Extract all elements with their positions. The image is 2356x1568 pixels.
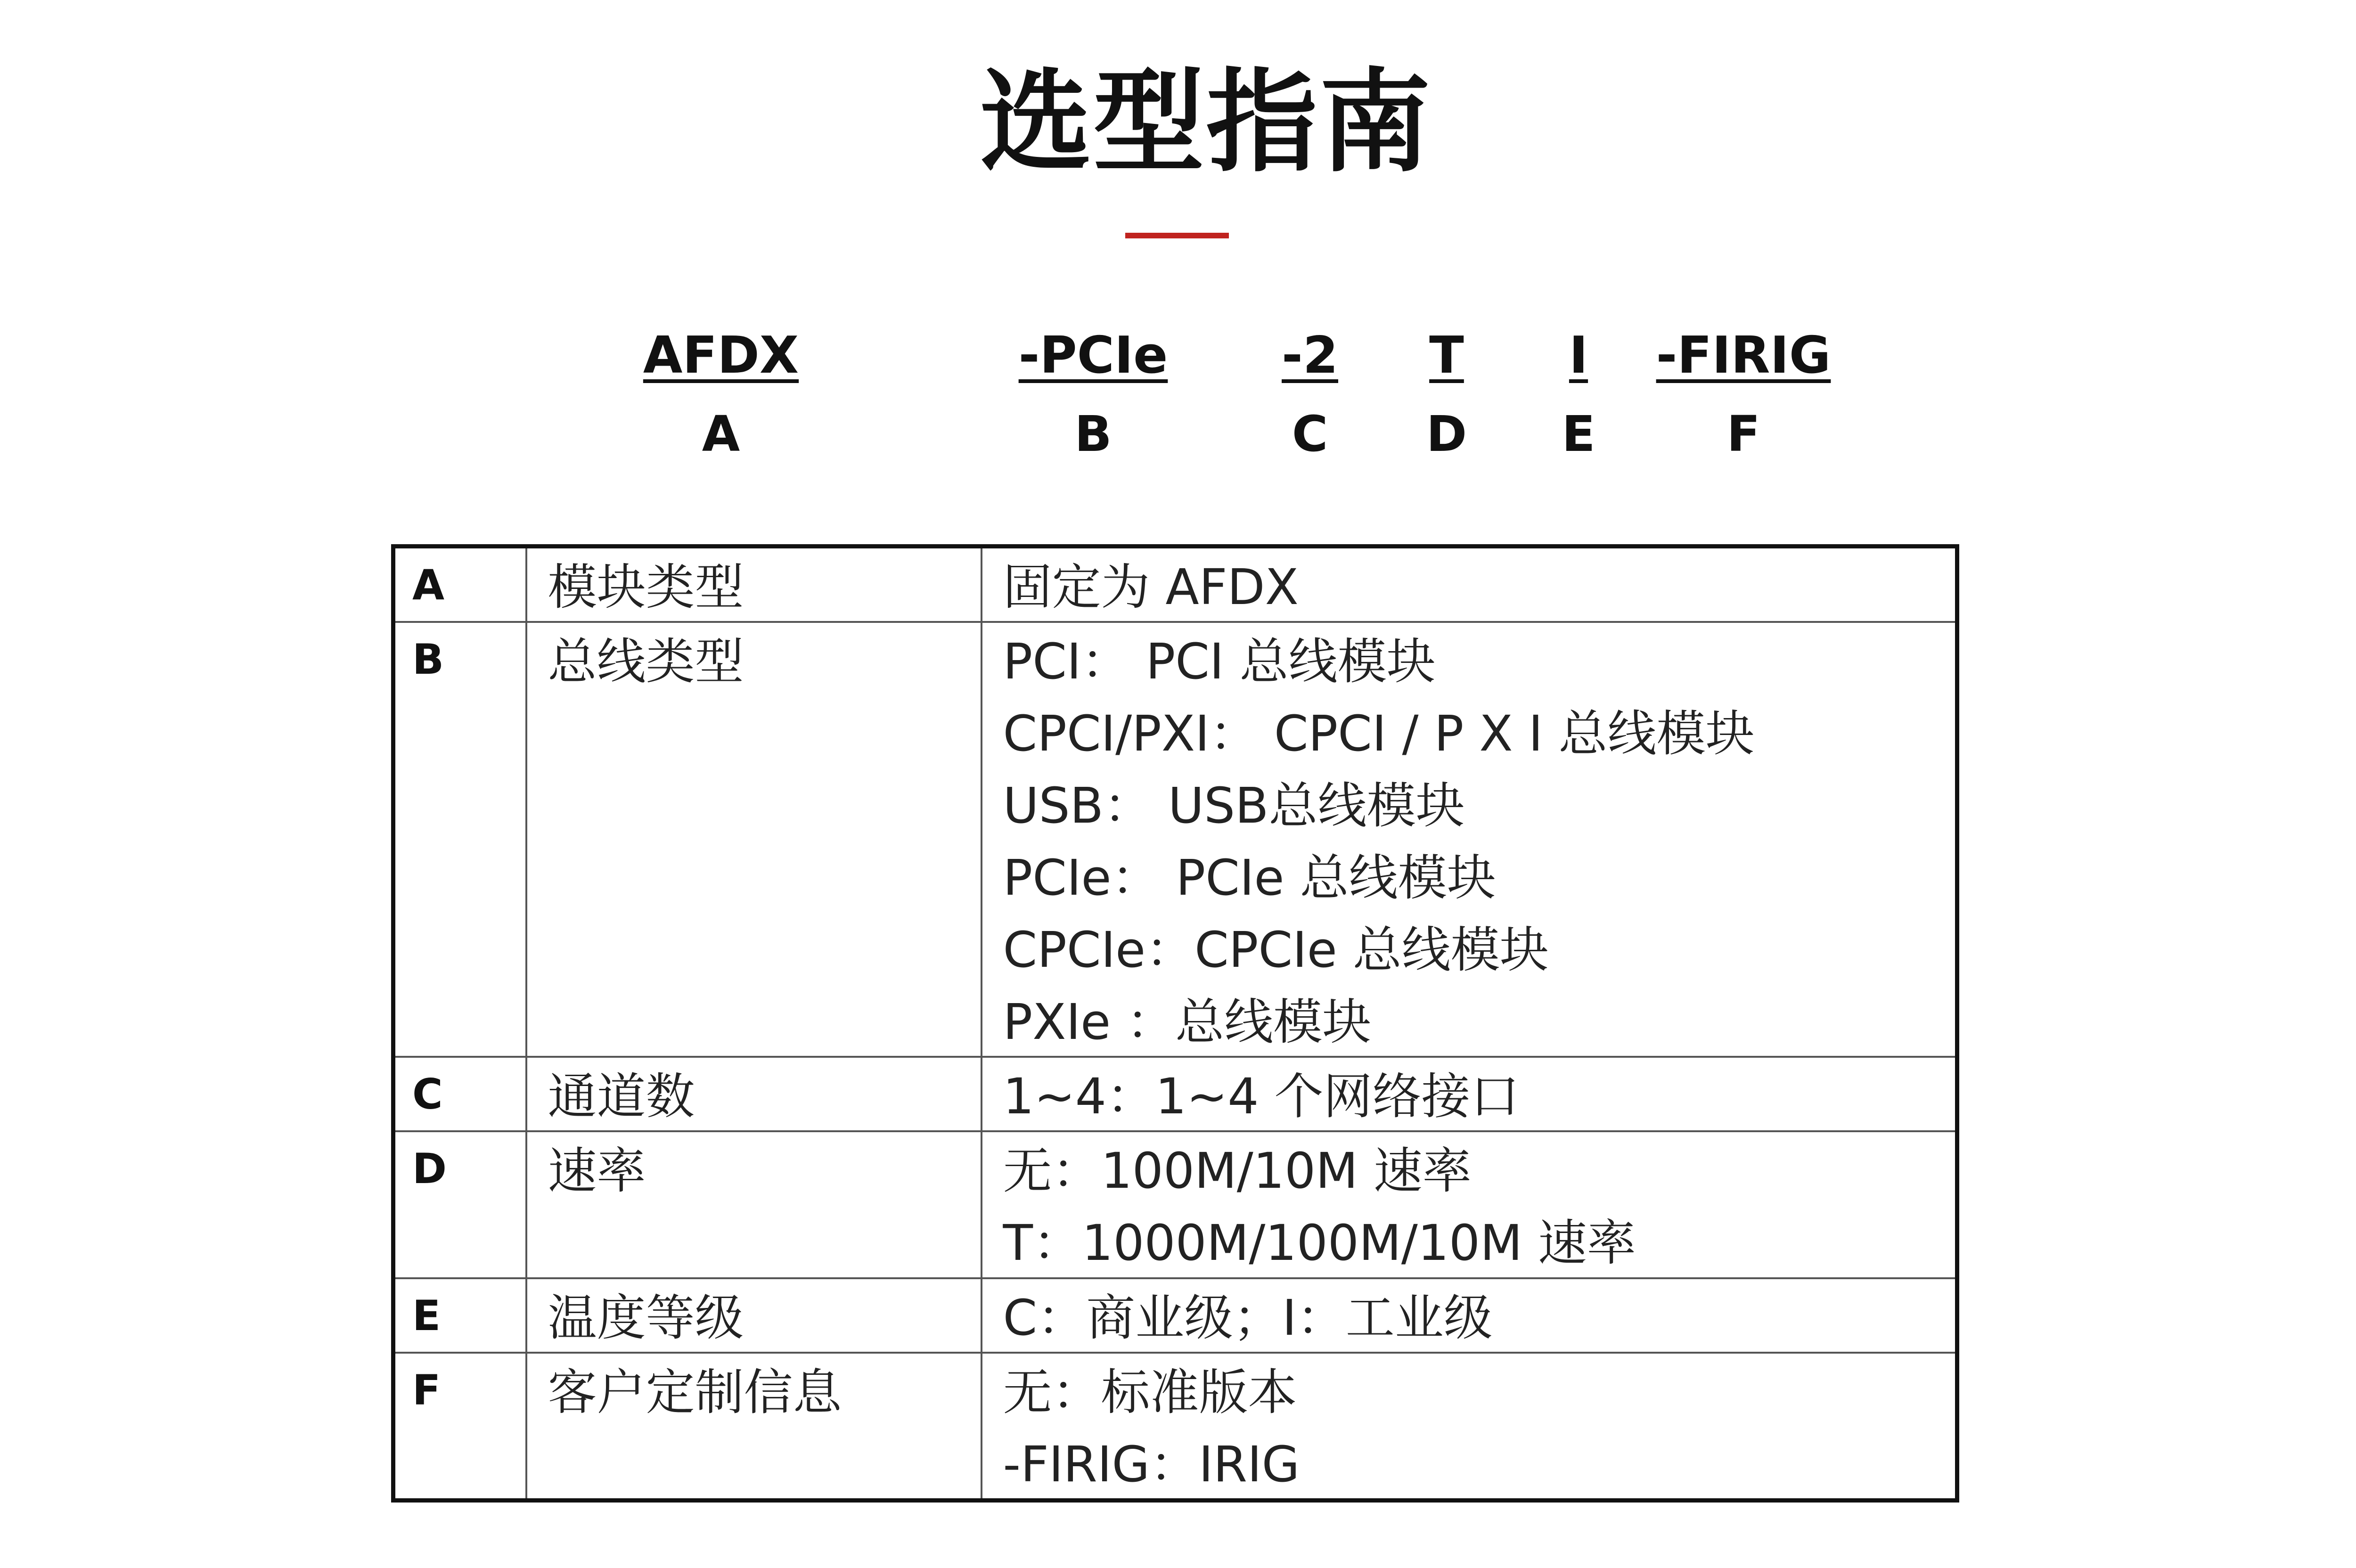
table-row	[393, 1057, 1957, 1131]
table-row	[393, 1278, 1957, 1353]
description-line: PXIe ：总线模块	[1003, 993, 1372, 1051]
model-code-value: AFDX	[643, 326, 799, 385]
row-name: 速率	[526, 1131, 982, 1278]
model-code-value: I	[1569, 326, 1588, 385]
row-name: 模块类型	[526, 547, 982, 622]
model-code-letter: C	[1292, 405, 1328, 463]
model-code-letter: A	[702, 405, 740, 463]
description-line: 固定为 AFDX	[1003, 558, 1299, 616]
row-name: 通道数	[526, 1057, 982, 1131]
row-key: E	[393, 1278, 526, 1353]
model-code-value: -PCIe	[1018, 326, 1168, 385]
table-row	[393, 547, 1957, 622]
row-key: F	[393, 1353, 526, 1501]
description-line: USB： USB总线模块	[1003, 777, 1465, 834]
row-name: 总线类型	[526, 622, 982, 1057]
model-code-part-c	[1239, 325, 1381, 465]
model-code-letter: F	[1726, 405, 1760, 463]
row-description	[982, 1131, 1957, 1278]
row-description	[982, 1278, 1957, 1353]
model-code-letter: D	[1426, 405, 1467, 463]
description-line: CPCIe：CPCIe 总线模块	[1003, 921, 1549, 979]
description-line: 无：标准版本	[1003, 1364, 1297, 1421]
description-line: PCI： PCI 总线模块	[1003, 633, 1436, 690]
row-name: 温度等级	[526, 1278, 982, 1353]
model-code-value: -FIRIG	[1656, 326, 1831, 385]
description-line: 无：100M/10M 速率	[1003, 1142, 1472, 1200]
title-divider	[1125, 233, 1229, 238]
row-key: B	[393, 622, 526, 1057]
model-code-letter: B	[1074, 405, 1112, 463]
row-description	[982, 1353, 1957, 1501]
row-description	[982, 622, 1957, 1057]
table-row	[393, 1353, 1957, 1501]
description-line: PCIe： PCIe 总线模块	[1003, 849, 1496, 906]
model-code-value: -2	[1282, 326, 1338, 385]
description-line: CPCI/PXI： CPCI / P X I 总线模块	[1003, 705, 1755, 762]
model-code-part-f	[1644, 325, 1842, 465]
selection-guide-table	[391, 544, 1959, 1503]
row-key: C	[393, 1057, 526, 1131]
model-code-value: T	[1429, 326, 1464, 385]
table-row	[393, 1131, 1957, 1278]
row-description	[982, 547, 1957, 622]
table-row	[393, 622, 1957, 1057]
model-code-part-d	[1381, 325, 1513, 465]
description-line: C：商业级；I：工业级	[1003, 1289, 1493, 1347]
row-name: 客户定制信息	[526, 1353, 982, 1501]
model-code-part-e	[1517, 325, 1640, 465]
row-key: D	[393, 1131, 526, 1278]
model-code-letter: E	[1562, 405, 1595, 463]
model-code-part-b	[999, 325, 1187, 465]
description-line: 1~4：1~4 个网络接口	[1003, 1068, 1520, 1125]
description-line: T：1000M/100M/10M 速率	[1003, 1214, 1636, 1272]
model-code-part-a	[627, 325, 815, 465]
description-line: -FIRIG：IRIG	[1003, 1436, 1300, 1493]
page-title: 选型指南	[980, 57, 1432, 187]
row-key: A	[393, 547, 526, 622]
row-description	[982, 1057, 1957, 1131]
